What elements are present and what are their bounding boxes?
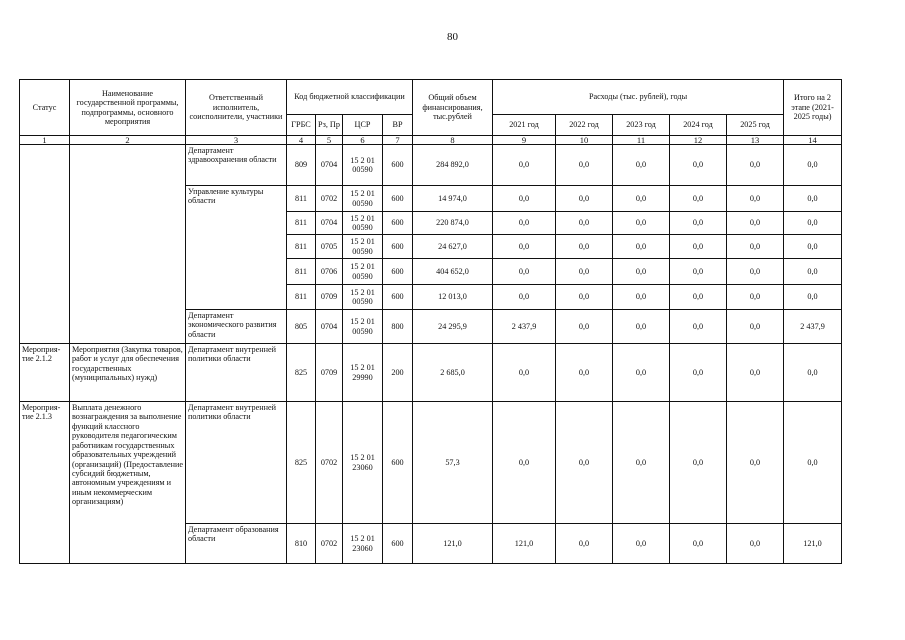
year-2022-cell: 0,0 [556, 344, 613, 402]
sum-cell: 0,0 [784, 186, 842, 212]
header-year-2023: 2023 год [613, 115, 670, 136]
status-cell: Мероприя-тие 2.1.3 [20, 402, 70, 564]
year-2023-cell: 0,0 [613, 212, 670, 235]
year-2023-cell: 0,0 [613, 235, 670, 259]
year-2025-cell: 0,0 [727, 145, 784, 186]
year-2023-cell: 0,0 [613, 186, 670, 212]
year-2023-cell: 0,0 [613, 524, 670, 564]
column-number: 10 [556, 136, 613, 145]
year-2021-cell: 0,0 [493, 285, 556, 310]
sum-cell: 0,0 [784, 145, 842, 186]
total-cell: 2 685,0 [413, 344, 493, 402]
year-2021-cell: 0,0 [493, 259, 556, 285]
year-2024-cell: 0,0 [670, 212, 727, 235]
column-number: 5 [316, 136, 343, 145]
column-number: 8 [413, 136, 493, 145]
year-2022-cell: 0,0 [556, 285, 613, 310]
csr-cell: 15 2 01 29990 [343, 344, 383, 402]
year-2023-cell: 0,0 [613, 145, 670, 186]
executor-cell: Департамент внутренней политики области [186, 402, 287, 524]
vr-cell: 600 [383, 259, 413, 285]
column-number: 6 [343, 136, 383, 145]
total-cell: 284 892,0 [413, 145, 493, 186]
header-year-2022: 2022 год [556, 115, 613, 136]
rzpr-cell: 0704 [316, 310, 343, 344]
year-2025-cell: 0,0 [727, 285, 784, 310]
year-2022-cell: 0,0 [556, 186, 613, 212]
name-cell: Мероприятия (Закупка товаров, работ и услуг для обеспечения государственных (муниципальных) нужд) [70, 344, 186, 402]
column-number: 9 [493, 136, 556, 145]
rzpr-cell: 0709 [316, 285, 343, 310]
year-2024-cell: 0,0 [670, 344, 727, 402]
year-2021-cell: 0,0 [493, 344, 556, 402]
csr-cell: 15 2 01 00590 [343, 310, 383, 344]
csr-cell: 15 2 01 00590 [343, 186, 383, 212]
grbs-cell: 811 [287, 235, 316, 259]
csr-cell: 15 2 01 23060 [343, 524, 383, 564]
header-status: Статус [20, 80, 70, 136]
vr-cell: 600 [383, 145, 413, 186]
vr-cell: 600 [383, 524, 413, 564]
sum-cell: 0,0 [784, 344, 842, 402]
sum-cell: 2 437,9 [784, 310, 842, 344]
rzpr-cell: 0709 [316, 344, 343, 402]
executor-cell: Департамент образования области [186, 524, 287, 564]
header-total-stage: Итого на 2 этапе (2021-2025 годы) [784, 80, 842, 136]
header-year-2025: 2025 год [727, 115, 784, 136]
year-2024-cell: 0,0 [670, 524, 727, 564]
vr-cell: 600 [383, 235, 413, 259]
header-vr: ВР [383, 115, 413, 136]
table-row [20, 344, 842, 402]
rzpr-cell: 0702 [316, 524, 343, 564]
sum-cell: 0,0 [784, 285, 842, 310]
csr-cell: 15 2 01 00590 [343, 212, 383, 235]
csr-cell: 15 2 01 00590 [343, 235, 383, 259]
year-2024-cell: 0,0 [670, 402, 727, 524]
rzpr-cell: 0702 [316, 402, 343, 524]
year-2021-cell: 0,0 [493, 186, 556, 212]
budget-table [19, 79, 842, 564]
grbs-cell: 811 [287, 212, 316, 235]
status-cell [20, 145, 70, 344]
year-2025-cell: 0,0 [727, 235, 784, 259]
header-rzpr: Рз, Пр [316, 115, 343, 136]
year-2023-cell: 0,0 [613, 310, 670, 344]
year-2024-cell: 0,0 [670, 285, 727, 310]
header-year-2021: 2021 год [493, 115, 556, 136]
grbs-cell: 825 [287, 402, 316, 524]
header-csr: ЦСР [343, 115, 383, 136]
grbs-cell: 811 [287, 259, 316, 285]
year-2024-cell: 0,0 [670, 235, 727, 259]
grbs-cell: 811 [287, 186, 316, 212]
sum-cell: 121,0 [784, 524, 842, 564]
year-2022-cell: 0,0 [556, 259, 613, 285]
vr-cell: 600 [383, 186, 413, 212]
column-number: 3 [186, 136, 287, 145]
rzpr-cell: 0704 [316, 145, 343, 186]
name-cell: Выплата денежного вознаграждения за выполнение функций классного руководителя педагогическим работникам государственных образовательных учреждений (организаций) (Предоставление субсидий бюджетным, автономным учреждениям и иным некоммерческим организациям) [70, 402, 186, 564]
total-cell: 220 874,0 [413, 212, 493, 235]
csr-cell: 15 2 01 00590 [343, 145, 383, 186]
vr-cell: 600 [383, 212, 413, 235]
grbs-cell: 811 [287, 285, 316, 310]
year-2025-cell: 0,0 [727, 186, 784, 212]
year-2023-cell: 0,0 [613, 402, 670, 524]
year-2025-cell: 0,0 [727, 344, 784, 402]
grbs-cell: 809 [287, 145, 316, 186]
year-2021-cell: 2 437,9 [493, 310, 556, 344]
total-cell: 121,0 [413, 524, 493, 564]
year-2022-cell: 0,0 [556, 402, 613, 524]
total-cell: 404 652,0 [413, 259, 493, 285]
year-2025-cell: 0,0 [727, 402, 784, 524]
name-cell [70, 145, 186, 344]
header-expenses: Расходы (тыс. рублей), годы [493, 80, 784, 115]
year-2025-cell: 0,0 [727, 310, 784, 344]
grbs-cell: 810 [287, 524, 316, 564]
vr-cell: 600 [383, 285, 413, 310]
sum-cell: 0,0 [784, 212, 842, 235]
column-number: 2 [70, 136, 186, 145]
csr-cell: 15 2 01 23060 [343, 402, 383, 524]
column-number: 4 [287, 136, 316, 145]
total-cell: 14 974,0 [413, 186, 493, 212]
column-number: 1 [20, 136, 70, 145]
year-2023-cell: 0,0 [613, 344, 670, 402]
year-2024-cell: 0,0 [670, 186, 727, 212]
header-year-2024: 2024 год [670, 115, 727, 136]
grbs-cell: 825 [287, 344, 316, 402]
sum-cell: 0,0 [784, 259, 842, 285]
sum-cell: 0,0 [784, 235, 842, 259]
header-name: Наименование государственной программы, подпрограммы, основного мероприятия [70, 80, 186, 136]
vr-cell: 200 [383, 344, 413, 402]
header-budget-code: Код бюджетной классификации [287, 80, 413, 115]
csr-cell: 15 2 01 00590 [343, 259, 383, 285]
sum-cell: 0,0 [784, 402, 842, 524]
table-row [20, 145, 842, 186]
column-number: 12 [670, 136, 727, 145]
rzpr-cell: 0705 [316, 235, 343, 259]
executor-cell: Департамент внутренней политики области [186, 344, 287, 402]
total-cell: 57,3 [413, 402, 493, 524]
year-2022-cell: 0,0 [556, 212, 613, 235]
rzpr-cell: 0704 [316, 212, 343, 235]
total-cell: 24 627,0 [413, 235, 493, 259]
column-number: 11 [613, 136, 670, 145]
status-cell: Мероприя-тие 2.1.2 [20, 344, 70, 402]
year-2021-cell: 0,0 [493, 145, 556, 186]
year-2025-cell: 0,0 [727, 524, 784, 564]
year-2023-cell: 0,0 [613, 285, 670, 310]
page-number: 80 [447, 31, 458, 43]
total-cell: 24 295,9 [413, 310, 493, 344]
grbs-cell: 805 [287, 310, 316, 344]
column-number: 13 [727, 136, 784, 145]
year-2022-cell: 0,0 [556, 235, 613, 259]
table-row [20, 402, 842, 524]
year-2024-cell: 0,0 [670, 259, 727, 285]
year-2022-cell: 0,0 [556, 145, 613, 186]
column-number: 14 [784, 136, 842, 145]
year-2025-cell: 0,0 [727, 259, 784, 285]
header-grbs: ГРБС [287, 115, 316, 136]
year-2024-cell: 0,0 [670, 310, 727, 344]
year-2023-cell: 0,0 [613, 259, 670, 285]
vr-cell: 800 [383, 310, 413, 344]
year-2022-cell: 0,0 [556, 310, 613, 344]
rzpr-cell: 0702 [316, 186, 343, 212]
vr-cell: 600 [383, 402, 413, 524]
year-2022-cell: 0,0 [556, 524, 613, 564]
executor-cell: Департамент здравоохранения области [186, 145, 287, 186]
year-2021-cell: 0,0 [493, 212, 556, 235]
year-2021-cell: 0,0 [493, 402, 556, 524]
total-cell: 12 013,0 [413, 285, 493, 310]
header-executor: Ответственный исполнитель, соисполнители, участники [186, 80, 287, 136]
executor-cell: Управление культуры области [186, 186, 287, 310]
year-2025-cell: 0,0 [727, 212, 784, 235]
executor-cell: Департамент экономического развития области [186, 310, 287, 344]
year-2021-cell: 0,0 [493, 235, 556, 259]
csr-cell: 15 2 01 00590 [343, 285, 383, 310]
year-2024-cell: 0,0 [670, 145, 727, 186]
rzpr-cell: 0706 [316, 259, 343, 285]
header-total-volume: Общий объем финансирования, тыс.рублей [413, 80, 493, 136]
year-2021-cell: 121,0 [493, 524, 556, 564]
column-number: 7 [383, 136, 413, 145]
